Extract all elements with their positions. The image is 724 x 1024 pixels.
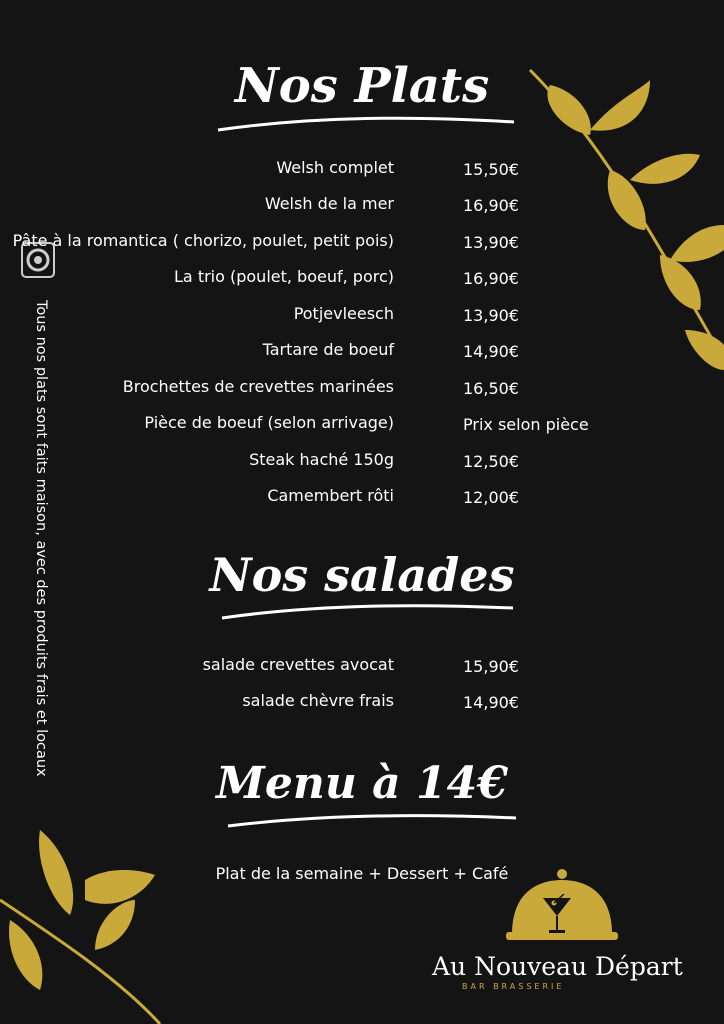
menu-item-name: salade chèvre frais <box>242 691 394 710</box>
menu-item-name: Tartare de boeuf <box>262 340 394 359</box>
menu-item-name: La trio (poulet, boeuf, porc) <box>174 267 394 286</box>
menu-item-price: Prix selon pièce <box>463 415 589 434</box>
menu-item-name: salade crevettes avocat <box>202 655 394 674</box>
salades-title: Nos salades <box>209 548 515 602</box>
menu-item-price: 14,90€ <box>463 342 519 361</box>
menu-item-name: Welsh de la mer <box>264 194 394 213</box>
menu-item-name: Brochettes de crevettes marinées <box>122 377 394 396</box>
title-underline <box>216 112 516 136</box>
menu-item-price: 16,90€ <box>463 196 519 215</box>
menu-item-name: Steak haché 150g <box>249 450 394 469</box>
cocktail-glass-icon <box>540 894 574 938</box>
title-underline <box>220 600 515 624</box>
menu-item-price: 15,90€ <box>463 657 519 676</box>
menu-item-name: Pâte à la romantica ( chorizo, poulet, petit pois) <box>12 231 394 250</box>
menu-item-price: 13,90€ <box>463 233 519 252</box>
menu-item-price: 13,90€ <box>463 306 519 325</box>
menu-item-price: 14,90€ <box>463 693 519 712</box>
side-note-text: Tous nos plats sont faits maison, avec des produits frais et locaux <box>33 300 49 777</box>
leaf-branch-icon <box>0 820 190 1024</box>
menu-item-price: 16,50€ <box>463 379 519 398</box>
menu-formula: Plat de la semaine + Dessert + Café <box>215 864 509 883</box>
menu-item-price: 12,50€ <box>463 452 519 471</box>
logo-subtitle: BAR BRASSERIE <box>462 982 565 991</box>
menu-item-price: 16,90€ <box>463 269 519 288</box>
menu-item-name: Pièce de boeuf (selon arrivage) <box>144 413 394 432</box>
menu-item-name: Potjevleesch <box>293 304 394 323</box>
menu-item-price: 15,50€ <box>463 160 519 179</box>
menu-item-name: Camembert rôti <box>267 486 394 505</box>
menu-item-price: 12,00€ <box>463 488 519 507</box>
menu-title: Menu à 14€ <box>216 758 508 809</box>
logo-name: Au Nouveau Départ <box>432 952 683 981</box>
plats-title: Nos Plats <box>234 58 490 114</box>
title-underline <box>226 808 518 832</box>
menu-item-name: Welsh complet <box>276 158 394 177</box>
side-note <box>31 300 51 800</box>
